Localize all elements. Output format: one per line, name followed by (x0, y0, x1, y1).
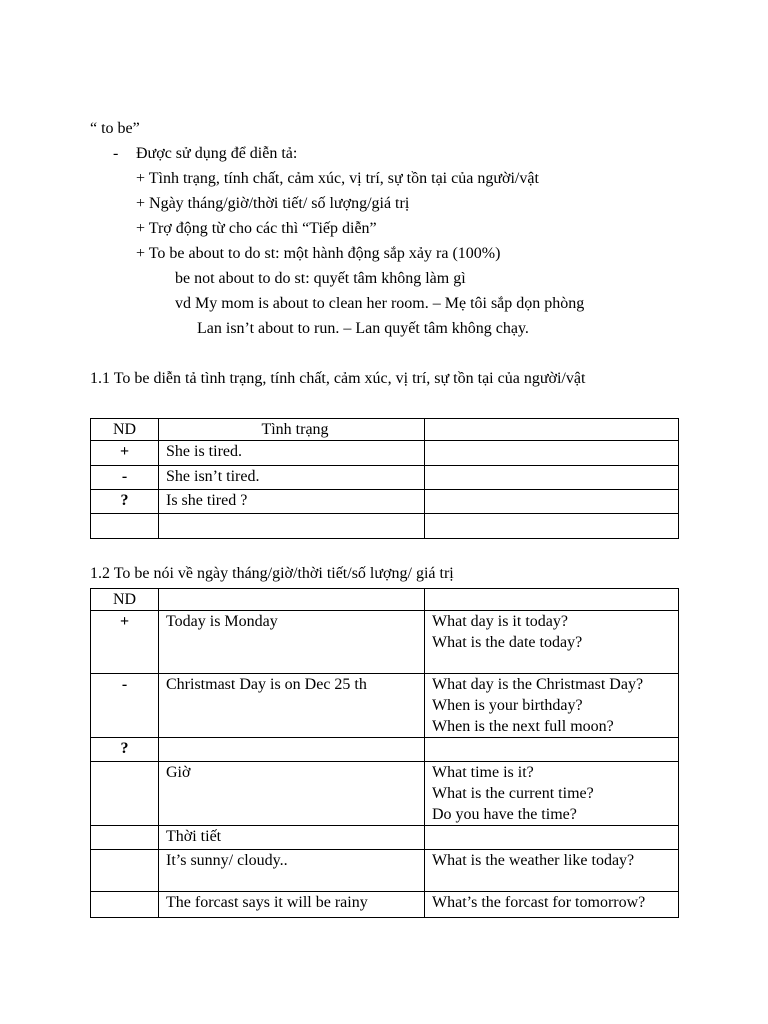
row-extra (425, 490, 679, 514)
table-row (91, 514, 679, 539)
row-nd (91, 826, 159, 850)
row-questions (425, 850, 679, 892)
table-row (91, 466, 679, 490)
header-nd: ND (91, 419, 159, 441)
table-row (91, 826, 679, 850)
table-row (91, 490, 679, 514)
row-nd (91, 762, 159, 826)
question-line: What day is the Christmast Day? (432, 676, 644, 693)
table-row (91, 892, 679, 918)
question-line: What is the current time? (432, 785, 594, 802)
row-questions (425, 762, 679, 826)
row-nd (91, 514, 159, 539)
row-extra (425, 441, 679, 466)
example-line: Lan isn’t about to run. – Lan quyết tâm không chạy. (197, 320, 529, 337)
usage-item: + Ngày tháng/giờ/thời tiết/ số lượng/giá trị (136, 195, 410, 212)
row-example: Today is Monday (159, 611, 425, 674)
row-nd (91, 892, 159, 918)
row-example: Is she tired ? (159, 490, 425, 514)
row-example: It’s sunny/ cloudy.. (159, 850, 425, 892)
row-example: Giờ (159, 762, 425, 826)
question-line: What time is it? (432, 764, 534, 781)
row-questions (425, 738, 679, 762)
usage-note: be not about to do st: quyết tâm không làm gì (175, 270, 466, 287)
row-nd: + (91, 611, 159, 674)
date-time-table (90, 588, 679, 918)
table-row (91, 850, 679, 892)
table-row (91, 762, 679, 826)
question-line: What day is it today? (432, 613, 568, 630)
header-nd: ND (91, 589, 159, 611)
row-example: Thời tiết (159, 826, 425, 850)
header-empty (425, 589, 679, 611)
header-empty (159, 589, 425, 611)
section-heading: 1.1 To be diễn tả tình trạng, tính chất, cảm xúc, vị trí, sự tồn tại của người/vật (90, 370, 586, 387)
row-example (159, 738, 425, 762)
question-line: When is your birthday? (432, 697, 583, 714)
row-nd (91, 850, 159, 892)
row-example: The forcast says it will be rainy (159, 892, 425, 918)
example-line: vd My mom is about to clean her room. – Mẹ tôi sắp dọn phòng (175, 295, 585, 312)
question-line: What is the date today? (432, 634, 583, 651)
question-line: What’s the forcast for tomorrow? (432, 894, 646, 911)
row-nd: + (91, 441, 159, 466)
row-questions (425, 892, 679, 918)
section-title: “ to be” (90, 120, 140, 137)
table-header-row (91, 419, 679, 441)
table-header-row (91, 589, 679, 611)
row-questions (425, 611, 679, 674)
row-nd: - (91, 674, 159, 738)
table-row (91, 738, 679, 762)
usage-intro: Được sử dụng để diễn tả: (136, 145, 298, 162)
usage-item: + Tình trạng, tính chất, cảm xúc, vị trí, sự tồn tại của người/vật (136, 170, 539, 187)
usage-item: + Trợ động từ cho các thì “Tiếp diễn” (136, 220, 377, 237)
section-heading: 1.2 To be nói về ngày tháng/giờ/thời tiết/số lượng/ giá trị (90, 565, 454, 582)
question-line: When is the next full moon? (432, 718, 614, 735)
row-questions (425, 674, 679, 738)
table-row (91, 441, 679, 466)
header-state: Tình trạng (159, 419, 425, 441)
row-nd: ? (91, 738, 159, 762)
bullet-dash: - (113, 145, 119, 162)
question-line: Do you have the time? (432, 806, 577, 823)
row-example: She is tired. (159, 441, 425, 466)
row-extra (425, 514, 679, 539)
row-questions (425, 826, 679, 850)
state-table (90, 418, 679, 539)
table-row (91, 674, 679, 738)
row-nd: - (91, 466, 159, 490)
row-example: She isn’t tired. (159, 466, 425, 490)
row-nd: ? (91, 490, 159, 514)
usage-item: + To be about to do st: một hành động sắp xảy ra (100%) (136, 245, 501, 262)
question-line: What is the weather like today? (432, 852, 635, 869)
row-extra (425, 466, 679, 490)
row-example (159, 514, 425, 539)
row-example: Christmast Day is on Dec 25 th (159, 674, 425, 738)
header-empty (425, 419, 679, 441)
table-row (91, 611, 679, 674)
